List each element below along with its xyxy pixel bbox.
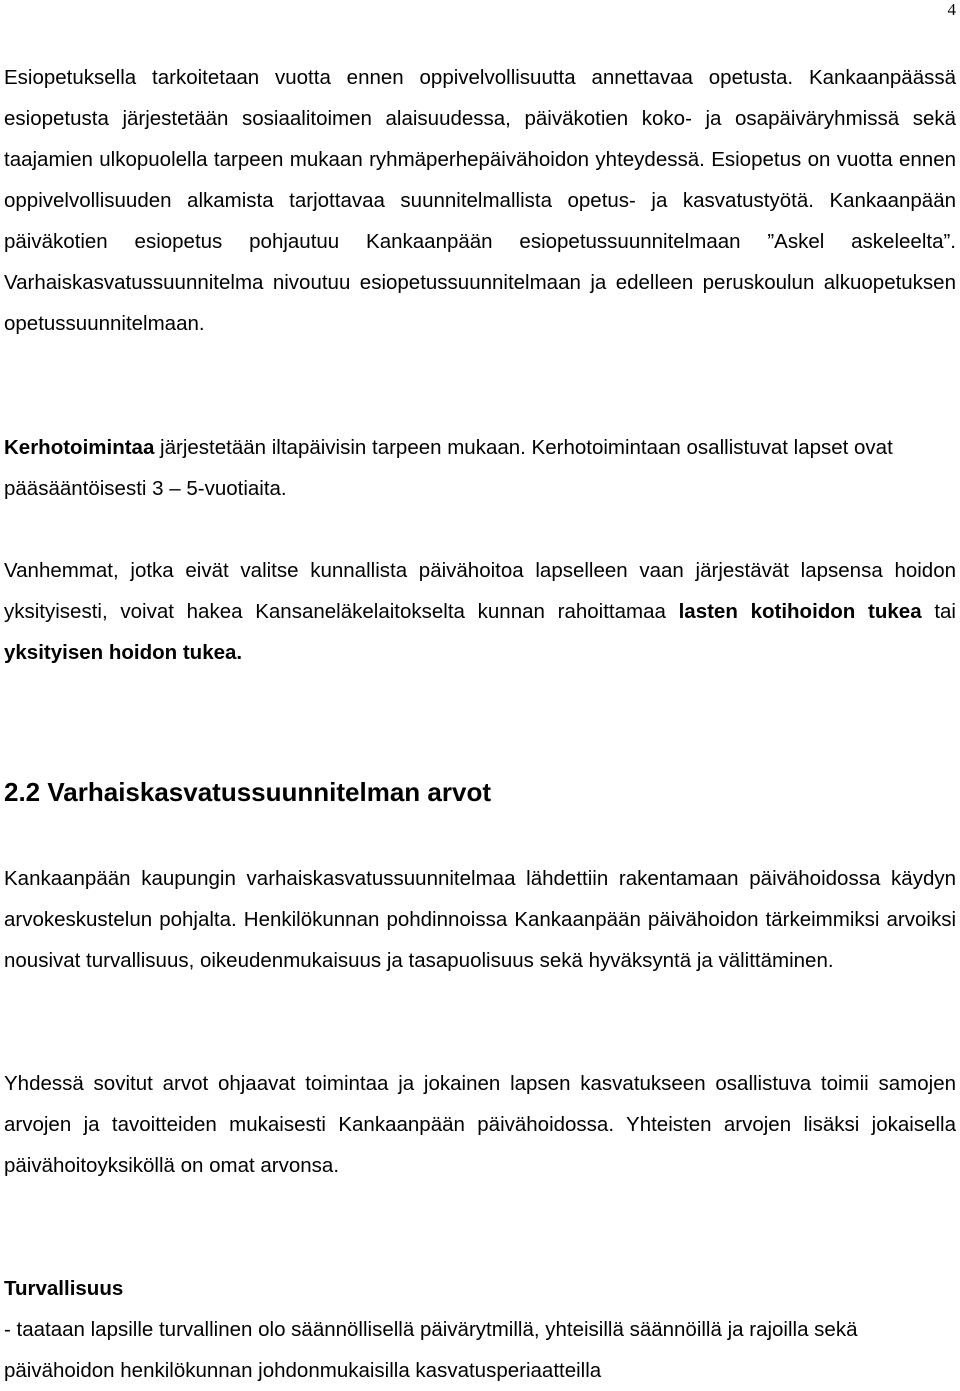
paragraph-preschool: Esiopetuksella tarkoitetaan vuotta ennen oppivelvollisuutta annettavaa opetusta. Kankaanpäässä esiopetusta järjestetään sosiaalitoimen alaisuudessa, päiväkotien koko- ja osapäiväryhmissä sekä taajamien ulkopuolella tarpeen mukaan ryhmäperhepäivähoidon yhteydessä. Esiopetus on vuotta ennen oppivelvollisuuden alkamista tarjottavaa suunnitelmallista opetus- ja kasvatustyötä. Kankaanpään päiväkotien esiopetus pohjautuu Kankaanpään esiopetussuunnitelmaan ”Askel askeleelta”. Varhaiskasvatussuunnitelma nivoutuu esiopetussuunnitelmaan ja edelleen peruskoulun alkuopetuksen opetussuunnitelmaan. — [4, 66, 956, 335]
paragraph-shared-values: Yhdessä sovitut arvot ohjaavat toimintaa ja jokainen lapsen kasvatukseen osallistuva toimii samojen arvojen ja tavoitteiden mukaisesti Kankaanpään päivähoidossa. Yhteisten arvojen lisäksi jokaisella päivähoitoyksiköllä on omat arvonsa. — [4, 1072, 956, 1177]
subheading-safety: Turvallisuus — [4, 1277, 124, 1300]
page-number: 4 — [947, 0, 956, 19]
section-heading: 2.2 Varhaiskasvatussuunnitelman arvot — [4, 777, 491, 807]
paragraph-safety: - taataan lapsille turvallinen olo säännöllisellä päivärytmillä, yhteisillä säännöillä ja rajoilla sekä päivähoidon henkilökunnan johdonmukaisilla kasvatusperiaatteilla — [4, 1318, 858, 1382]
club-activity-text: järjestetään iltapäivisin tarpeen mukaan. Kerhotoimintaan osallistuvat lapset ovat pääsääntöisesti 3 – 5-vuotiaita. — [4, 436, 893, 500]
private-care-support-term: yksityisen hoidon tukea. — [4, 641, 243, 664]
home-care-support-term: lasten kotihoidon tukea — [678, 600, 922, 623]
paragraph-home-care-support — [4, 550, 956, 673]
home-care-text-2: tai — [921, 600, 956, 623]
paragraph-values-origin: Kankaanpään kaupungin varhaiskasvatussuunnitelmaa lähdettiin rakentamaan päivähoidossa käydyn arvokeskustelun pohjalta. Henkilökunnan pohdinnoissa Kankaanpään päivähoidon tärkeimmiksi arvoiksi nousivat turvallisuus, oikeudenmukaisuus ja tasapuolisuus sekä hyväksyntä ja välittäminen. — [4, 867, 956, 972]
paragraph-club-activity — [4, 427, 956, 509]
home-care-text-1: Vanhemmat, jotka eivät valitse kunnallista päivähoitoa lapselleen vaan järjestävät lapsensa hoidon yksityisesti, voivat hakea Kansaneläkelaitokselta kunnan rahoittamaa — [4, 559, 956, 623]
club-activity-term: Kerhotoimintaa — [4, 436, 155, 459]
